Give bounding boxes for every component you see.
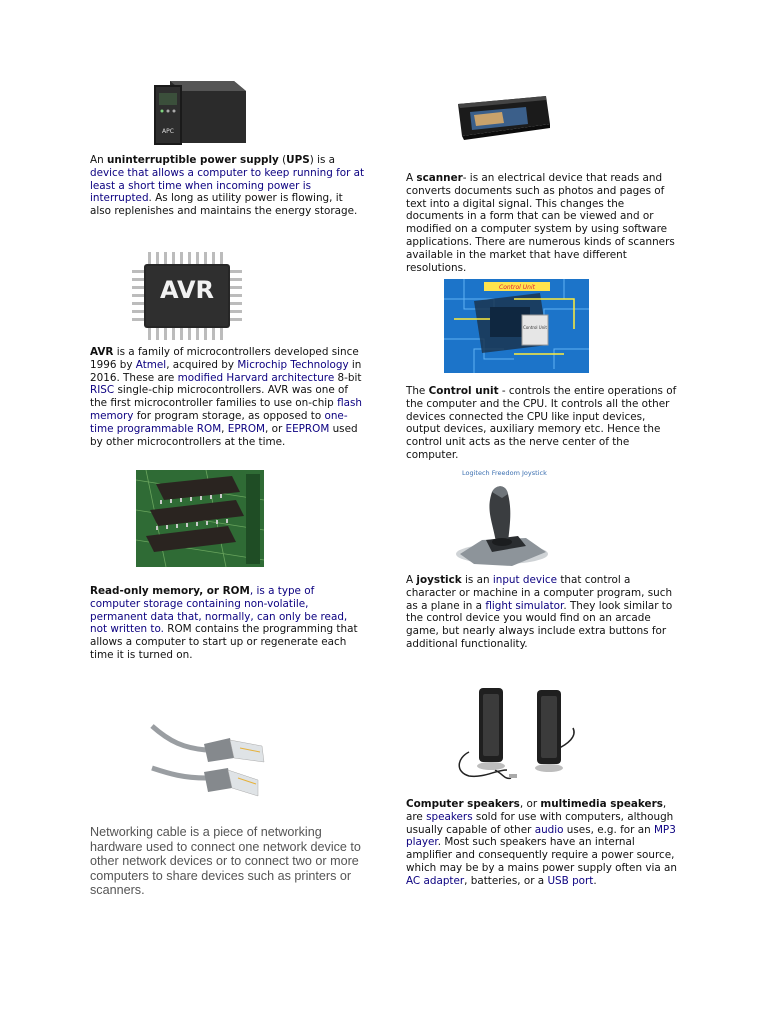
ac-adapter-link[interactable]: AC adapter bbox=[406, 874, 465, 887]
input-device-link[interactable]: input device bbox=[492, 574, 558, 586]
rom-definition-link[interactable]: , is a type of computer storage containing non-volatile, permanent data that, normally, can only be read, not written to. bbox=[90, 585, 348, 636]
rom-image bbox=[136, 470, 264, 567]
microchip-link[interactable]: Microchip Technology bbox=[237, 358, 349, 371]
flash-link[interactable]: flash memory bbox=[90, 397, 362, 422]
risc-link[interactable]: RISC bbox=[90, 384, 115, 397]
avr-chip-image bbox=[130, 250, 244, 342]
speakers-link[interactable]: speakers bbox=[426, 810, 473, 823]
scanner-description: A scanner- is an electrical device that reads and converts documents such as photos and pages of text into a digital signal. This changes the documents in a form that can be viewed and or modified on a computer system by using software applications. There are numerous kinds of scanners available in the market that have different resolutions. bbox=[406, 172, 675, 274]
eeprom-link[interactable]: EEPROM bbox=[285, 422, 330, 435]
control-unit-image bbox=[444, 279, 589, 373]
ups-logo: APC bbox=[162, 128, 174, 135]
control-unit-description: The Control unit - controls the entire operations of the computer and the CPU. It controls all the other devices connected the CPU like input devices, output devices, auxiliary memory etc. Hence the control unit acts as the nerve center of the computer. bbox=[406, 385, 677, 461]
control-unit-box-label: Control Unit bbox=[523, 325, 547, 330]
joystick-caption: Logitech Freedom Joystick bbox=[462, 469, 547, 477]
usb-port-link[interactable]: USB port bbox=[547, 874, 594, 887]
audio-link[interactable]: audio bbox=[534, 823, 564, 836]
eprom-link[interactable]: EPROM bbox=[227, 422, 265, 435]
harvard-link[interactable]: modified Harvard architecture bbox=[177, 371, 335, 384]
scanner-image bbox=[452, 90, 552, 142]
speakers-image bbox=[455, 684, 579, 788]
flight-simulator-link[interactable]: flight simulator bbox=[485, 599, 564, 612]
avr-chip-label: AVR bbox=[160, 276, 214, 304]
mp3-player-link[interactable]: MP3 player bbox=[406, 823, 676, 849]
atmel-link[interactable]: Atmel bbox=[135, 358, 167, 371]
joystick-description: A joystick is an input device that control a character or machine in a computer program, such as a plane in a flight simulator. They look similar to the control device you would find on an arcade game, but nearly always include extra buttons for additional functionality. bbox=[406, 574, 673, 650]
ups-image bbox=[152, 77, 248, 149]
avr-description: AVR is a family of microcontrollers developed since 1996 by Atmel, acquired by Microchip Technology in 2016. These are modified Harvard architecture 8-bit RISC single-chip microcontrollers. AVR was one of the first microcontroller families to use on-chip flash memory for program storage, as opposed to one-time programmable ROM, EPROM, or EEPROM used by other microcontrollers at the time. bbox=[90, 346, 362, 448]
rom-otp-link[interactable]: one-time programmable ROM bbox=[90, 409, 348, 435]
joystick-image bbox=[452, 480, 552, 568]
network-cable-image bbox=[150, 718, 272, 806]
speakers-description: Computer speakers, or multimedia speakers, are speakers sold for use with computers, although usually capable of other audio uses, e.g. for an MP3 player. Most such speakers have an internal amplifier and consequently require a power source, which may be by a mains power supply often via an AC adapter, batteries, or a USB port. bbox=[406, 798, 677, 887]
control-unit-image-title: Control Unit bbox=[499, 284, 535, 291]
network-cable-description: Networking cable is a piece of networking hardware used to connect one network device to other network devices or to connect two or more computers to share devices such as printers or scanners. bbox=[90, 825, 361, 898]
ups-link[interactable]: device that allows a computer to keep running for at least a short time when incoming power is interrupted bbox=[90, 166, 365, 205]
rom-description: Read-only memory, or ROM, is a type of computer storage containing non-volatile, permanent data that, normally, can only be read, not written to. ROM contains the programming that allows a computer to start up or regenerate each time it is turned on. bbox=[90, 585, 358, 661]
ups-description: An uninterruptible power supply (UPS) is a device that allows a computer to keep running for at least a short time when incoming power is interrupted. As long as utility power is flowing, it also replenishes and maintains the energy storage. bbox=[90, 154, 365, 218]
